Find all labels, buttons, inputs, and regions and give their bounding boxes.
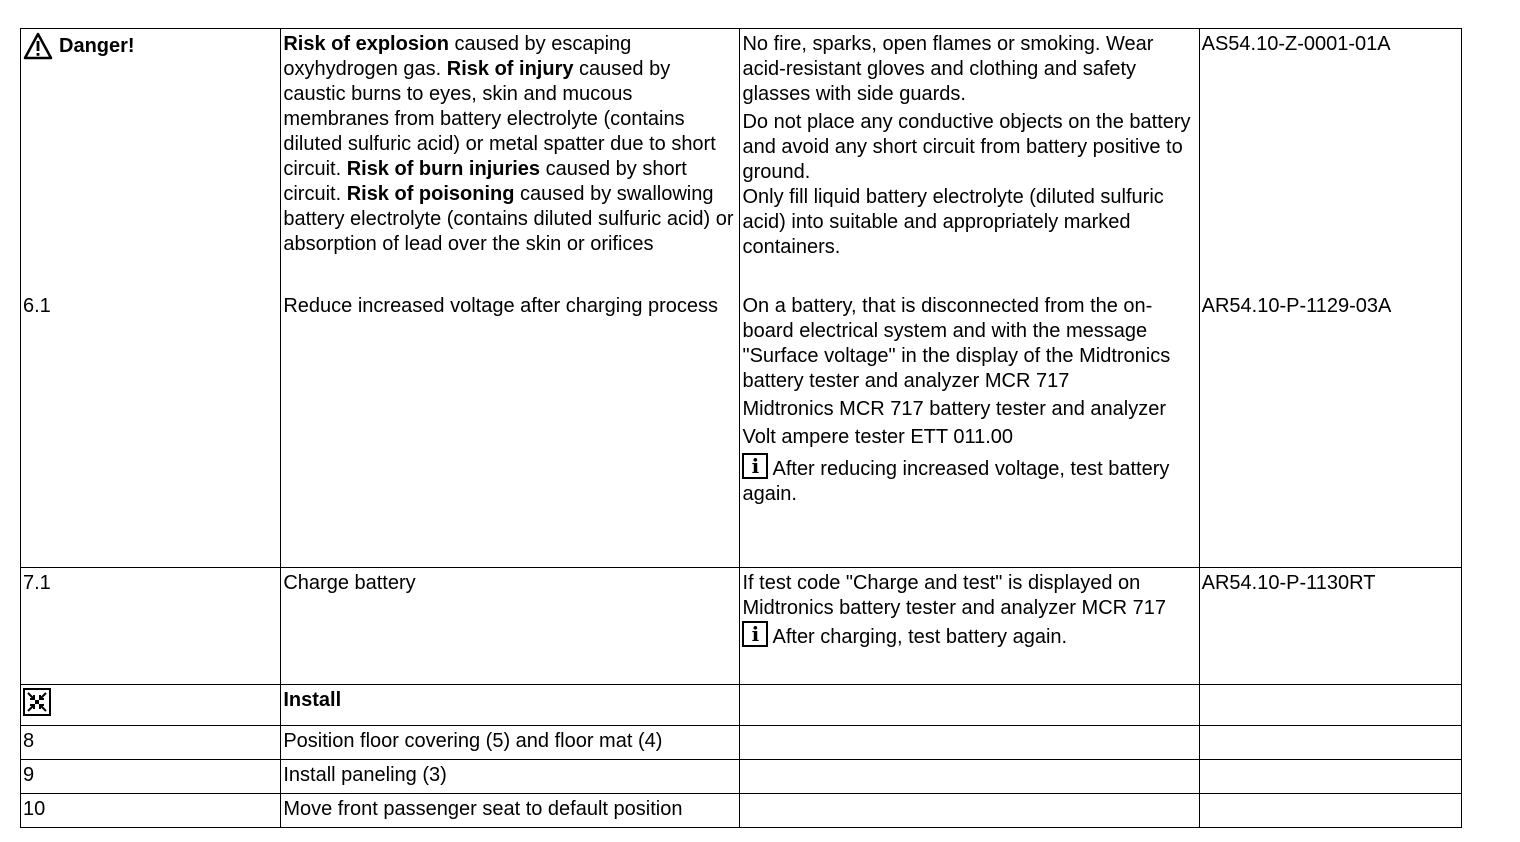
risk-burn-label: Risk of burn injuries — [346, 158, 541, 180]
empty-cell — [740, 685, 1199, 726]
step-notes-cell — [740, 291, 1199, 568]
step-number-cell — [21, 794, 281, 828]
step-note: If test code "Charge and test" is displayed on Midtronics battery tester and analyzer MCR 717 — [742, 572, 1166, 619]
risk-burn-text: caused by short circuit. — [283, 158, 687, 205]
step-action-cell — [281, 760, 740, 794]
step-action: Charge battery — [283, 572, 416, 594]
info-icon: i — [742, 621, 768, 647]
step-action-cell — [281, 568, 740, 685]
reference-code: AS54.10-Z-0001-01A — [1201, 33, 1391, 55]
info-text: After charging, test battery again. — [772, 626, 1068, 648]
empty-cell — [1199, 760, 1461, 794]
risk-explosion-label: Risk of explosion — [283, 33, 449, 55]
empty-cell — [740, 794, 1199, 828]
step-number: 10 — [23, 798, 46, 820]
step-row-9 — [21, 760, 1462, 794]
step-number-cell — [21, 568, 281, 685]
step-action-cell — [281, 794, 740, 828]
danger-header-cell — [21, 29, 281, 292]
info-note — [742, 453, 1196, 507]
step-action-cell — [281, 291, 740, 568]
danger-risk-cell — [281, 29, 740, 292]
install-icon — [23, 688, 51, 716]
danger-label: Danger! — [59, 34, 135, 57]
step-ref-cell — [1199, 568, 1461, 685]
step-number: 7.1 — [23, 572, 51, 594]
risk-poisoning-text: caused by swallowing battery electrolyte (contains diluted sulfuric acid) or absorption of lead over the skin or orifices — [283, 183, 734, 255]
empty-cell — [740, 726, 1199, 760]
risk-poisoning-label: Risk of poisoning — [346, 183, 515, 205]
step-row-7-1 — [21, 568, 1462, 685]
empty-cell — [1199, 794, 1461, 828]
measure-text: No fire, sparks, open flames or smoking. Wear acid-resistant gloves and clothing and safety glasses with side guards. — [742, 33, 1154, 105]
step-number: 8 — [23, 730, 35, 752]
danger-measures-cell — [740, 29, 1199, 292]
info-text: After reducing increased voltage, test battery again. — [742, 458, 1170, 505]
risk-explosion-text: caused by escaping oxyhydrogen gas. — [283, 33, 632, 80]
step-action: Install paneling (3) — [283, 764, 447, 786]
step-row-6-1 — [21, 291, 1462, 568]
danger-ref-cell — [1199, 29, 1461, 292]
step-action: Move front passenger seat to default position — [283, 798, 683, 820]
step-action: Reduce increased voltage after charging process — [283, 295, 719, 317]
step-ref-cell — [1199, 291, 1461, 568]
step-action: Position floor covering (5) and floor mat (4) — [283, 730, 663, 752]
install-title: Install — [283, 689, 342, 711]
risk-injury-text: caused by caustic burns to eyes, skin and mucous membranes from battery electrolyte (contains diluted sulfuric acid) or metal spatter due to short circuit. — [283, 58, 716, 180]
risk-injury-label: Risk of injury — [446, 58, 574, 80]
empty-cell — [1199, 726, 1461, 760]
step-row-10 — [21, 794, 1462, 828]
step-notes-cell — [740, 568, 1199, 685]
install-icon-cell — [21, 685, 281, 726]
reference-code: AR54.10-P-1129-03A — [1201, 295, 1392, 317]
procedure-table — [20, 28, 1462, 828]
empty-cell — [1199, 685, 1461, 726]
step-note: On a battery, that is disconnected from the on-board electrical system and with the message "Surface voltage" in the display of the Midtronics battery tester and analyzer MCR 717 — [742, 295, 1171, 392]
install-header-row — [21, 685, 1462, 726]
step-note: Volt ampere tester ETT 011.00 — [742, 426, 1014, 448]
info-icon: i — [742, 453, 768, 479]
step-number-cell — [21, 291, 281, 568]
warning-triangle-icon — [23, 32, 53, 60]
danger-heading — [23, 32, 135, 60]
empty-cell — [740, 760, 1199, 794]
step-number-cell — [21, 726, 281, 760]
step-row-8 — [21, 726, 1462, 760]
install-title-cell — [281, 685, 740, 726]
step-action-cell — [281, 726, 740, 760]
step-note: Midtronics MCR 717 battery tester and analyzer — [742, 398, 1166, 420]
step-number: 6.1 — [23, 295, 51, 317]
reference-code: AR54.10-P-1130RT — [1201, 572, 1376, 594]
danger-row — [21, 29, 1462, 292]
step-number: 9 — [23, 764, 35, 786]
measure-text: Do not place any conductive objects on the battery and avoid any short circuit from battery positive to ground. — [742, 111, 1191, 183]
step-number-cell — [21, 760, 281, 794]
info-note — [742, 621, 1196, 650]
measure-text: Only fill liquid battery electrolyte (diluted sulfuric acid) into suitable and appropriately marked containers. — [742, 186, 1164, 258]
